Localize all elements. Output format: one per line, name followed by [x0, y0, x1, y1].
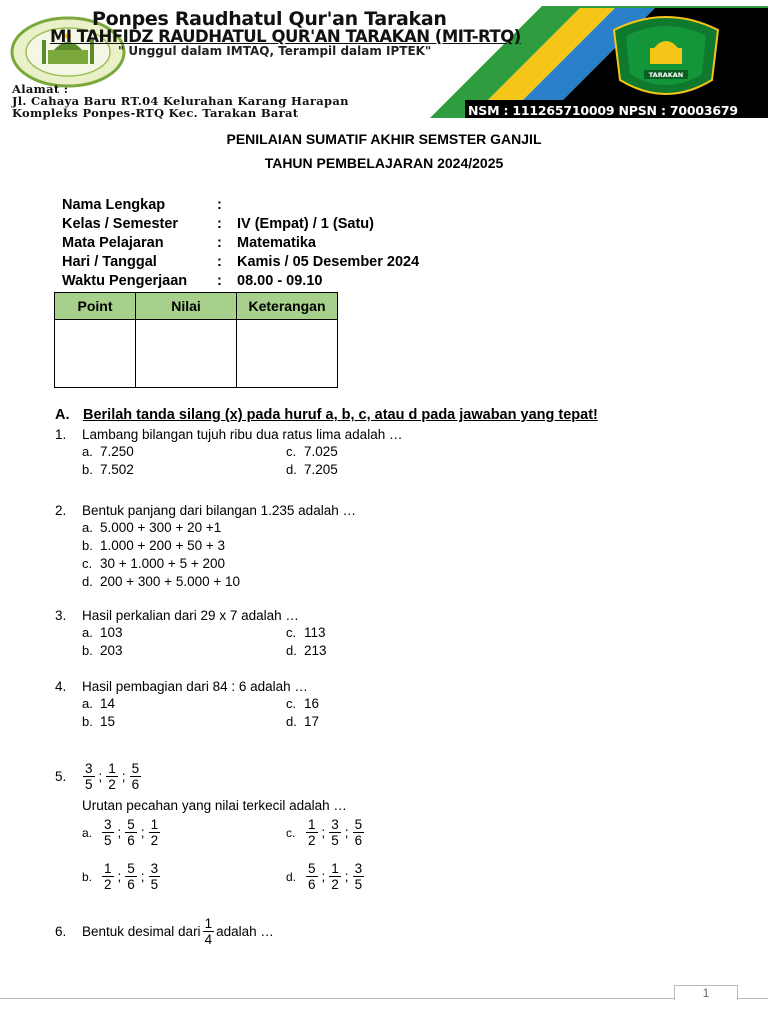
fraction-denominator: 6 — [127, 877, 135, 892]
option-letter: d. — [286, 869, 297, 884]
option-text: 7.502 — [100, 462, 134, 477]
fraction-separator: ; — [117, 825, 122, 840]
fraction-numerator: 1 — [104, 861, 112, 876]
option-text: 16 — [304, 696, 320, 711]
logo-city-text: TARAKAN — [648, 71, 684, 79]
fraction — [149, 817, 161, 848]
question-number: 6. — [55, 924, 67, 939]
fraction — [130, 761, 142, 792]
fraction — [106, 761, 118, 792]
question-stem — [55, 916, 274, 947]
fraction-denominator: 5 — [104, 833, 112, 848]
answer-option[interactable] — [286, 817, 366, 848]
score-table — [54, 292, 338, 388]
question-text-after: adalah … — [216, 924, 274, 939]
identity-colon: : — [217, 216, 222, 232]
letterhead — [0, 0, 768, 120]
answer-option[interactable] — [82, 625, 123, 640]
question-number: 4. — [55, 679, 67, 694]
fraction-separator: ; — [121, 769, 126, 784]
fraction — [203, 916, 215, 947]
question-text: Bentuk desimal dari — [82, 924, 201, 939]
question-stem — [55, 761, 143, 792]
fraction-numerator: 1 — [204, 916, 213, 931]
fraction-numerator: 3 — [85, 761, 93, 776]
fraction — [83, 761, 95, 792]
answer-option[interactable] — [82, 556, 225, 571]
fraction-denominator: 5 — [331, 833, 339, 848]
option-text: 113 — [304, 625, 326, 640]
fraction-numerator: 5 — [354, 817, 363, 832]
answer-option[interactable] — [82, 817, 162, 848]
school-name-line2: MI TAHFIDZ RAUDHATUL QUR'AN TARAKAN (MIT-RTQ) — [50, 27, 521, 46]
question-number: 5. — [55, 769, 67, 784]
fraction-separator: ; — [344, 869, 349, 884]
question-text: Hasil perkalian dari 29 x 7 adalah … — [82, 608, 299, 623]
fraction-denominator: 6 — [354, 833, 363, 848]
answer-option[interactable] — [82, 538, 225, 553]
identity-value: IV (Empat) / 1 (Satu) — [237, 216, 374, 232]
fraction — [102, 861, 114, 892]
fraction-numerator: 3 — [354, 861, 363, 876]
footer-rule — [0, 998, 768, 999]
answer-option[interactable] — [82, 462, 134, 477]
fraction — [306, 817, 318, 848]
fraction-separator: ; — [98, 769, 103, 784]
answer-option[interactable] — [286, 444, 338, 459]
answer-option[interactable] — [286, 625, 326, 640]
fraction-denominator: 6 — [127, 833, 135, 848]
option-letter: a. — [82, 825, 93, 840]
question-text: Bentuk panjang dari bilangan 1.235 adalah … — [82, 503, 356, 518]
fraction — [329, 861, 341, 892]
fraction-numerator: 5 — [131, 761, 140, 776]
option-text: 203 — [100, 643, 123, 658]
option-text: 213 — [304, 643, 327, 658]
option-letter: b. — [82, 714, 93, 729]
fraction-denominator: 4 — [204, 932, 213, 947]
answer-option[interactable] — [82, 861, 162, 892]
answer-option[interactable] — [82, 574, 240, 589]
option-letter: a. — [82, 444, 93, 459]
fraction — [306, 861, 318, 892]
fraction — [102, 817, 114, 848]
fraction-numerator: 5 — [127, 861, 135, 876]
fraction-numerator: 3 — [104, 817, 112, 832]
fraction-denominator: 6 — [131, 777, 140, 792]
question-text: Hasil pembagian dari 84 : 6 adalah … — [82, 679, 308, 694]
question-number: 3. — [55, 608, 67, 623]
answer-option[interactable] — [82, 643, 123, 658]
address-line1: Jl. Cahaya Baru RT.04 Kelurahan Karang Harapan — [12, 94, 349, 108]
fraction-numerator: 1 — [150, 817, 159, 832]
fraction-denominator: 2 — [104, 877, 112, 892]
identity-value: Matematika — [237, 235, 316, 251]
option-text: 7.205 — [304, 462, 338, 477]
answer-option[interactable] — [286, 643, 327, 658]
identity-label: Waktu Pengerjaan — [62, 273, 188, 289]
answer-option[interactable] — [286, 714, 319, 729]
option-letter: c. — [286, 625, 297, 640]
identity-label: Nama Lengkap — [62, 197, 166, 213]
identity-label: Mata Pelajaran — [62, 235, 164, 251]
fraction-separator: ; — [140, 825, 145, 840]
answer-option[interactable] — [286, 696, 319, 711]
option-letter: c. — [286, 825, 296, 840]
fraction-denominator: 5 — [150, 877, 159, 892]
identity-colon: : — [217, 235, 222, 251]
option-text: 14 — [100, 696, 116, 711]
nsm-npsn: NSM : 111265710009 NPSN : 70003679 — [468, 103, 738, 118]
question-number: 1. — [55, 427, 67, 442]
fraction-separator: ; — [321, 869, 326, 884]
academic-year: TAHUN PEMBELAJARAN 2024/2025 — [264, 155, 504, 171]
school-logo-right — [604, 10, 728, 104]
option-letter: b. — [82, 538, 93, 553]
fraction-numerator: 3 — [150, 861, 159, 876]
option-text: 5.000 + 300 + 20 +1 — [100, 520, 222, 535]
fraction-denominator: 2 — [108, 777, 116, 792]
fraction-separator: ; — [344, 825, 349, 840]
school-motto: " Unggul dalam IMTAQ, Terampil dalam IPTEK" — [118, 44, 432, 58]
answer-option[interactable] — [286, 462, 338, 477]
section-instruction: Berilah tanda silang (x) pada huruf a, b, c, atau d pada jawaban yang tepat! — [83, 407, 598, 423]
fraction — [353, 817, 365, 848]
option-letter: b. — [82, 643, 93, 658]
score-header-nilai: Nilai — [136, 293, 237, 320]
fraction-numerator: 1 — [108, 761, 116, 776]
option-letter: c. — [286, 696, 297, 711]
address-label: Alamat : — [12, 82, 69, 96]
fraction-separator: ; — [321, 825, 326, 840]
answer-option[interactable] — [82, 714, 115, 729]
answer-option[interactable] — [286, 861, 366, 892]
option-letter: d. — [286, 714, 297, 729]
question-text: Urutan pecahan yang nilai terkecil adalah … — [82, 798, 347, 813]
section-a-heading — [55, 407, 598, 423]
option-text: 1.000 + 200 + 50 + 3 — [100, 538, 225, 553]
score-header-point: Point — [55, 293, 136, 320]
identity-colon: : — [217, 273, 222, 289]
option-text: 200 + 300 + 5.000 + 10 — [100, 574, 241, 589]
option-letter: b. — [82, 462, 93, 477]
answer-option[interactable] — [82, 520, 221, 535]
fraction-denominator: 5 — [85, 777, 93, 792]
page-number: 1 — [674, 985, 738, 1000]
answer-option[interactable] — [82, 696, 115, 711]
option-text: 7.250 — [100, 444, 134, 459]
option-letter: a. — [82, 696, 93, 711]
fraction — [125, 861, 137, 892]
fraction-denominator: 5 — [354, 877, 363, 892]
fraction-separator: ; — [117, 869, 122, 884]
score-cell-point[interactable] — [55, 320, 136, 388]
fraction-denominator: 2 — [150, 833, 159, 848]
option-letter: c. — [82, 556, 93, 571]
identity-value: Kamis / 05 Desember 2024 — [237, 254, 420, 270]
fraction-denominator: 2 — [308, 833, 316, 848]
identity-label: Kelas / Semester — [62, 216, 179, 232]
fraction — [329, 817, 341, 848]
fraction-numerator: 1 — [308, 817, 316, 832]
section-letter: A. — [55, 407, 70, 423]
score-header-keterangan: Keterangan — [237, 293, 338, 320]
address-line2: Kompleks Ponpes-RTQ Kec. Tarakan Barat — [12, 106, 299, 120]
identity-value: 08.00 - 09.10 — [237, 273, 323, 289]
option-letter: a. — [82, 520, 93, 535]
fraction — [353, 861, 365, 892]
answer-option[interactable] — [82, 444, 134, 459]
fraction — [149, 861, 161, 892]
option-text: 7.025 — [304, 444, 338, 459]
option-text: 15 — [100, 714, 116, 729]
exam-title: PENILAIAN SUMATIF AKHIR SEMSTER GANJIL — [226, 131, 542, 147]
option-letter: d. — [286, 462, 297, 477]
identity-label: Hari / Tanggal — [62, 254, 157, 270]
option-letter: b. — [82, 869, 93, 884]
option-letter: c. — [286, 444, 297, 459]
option-text: 17 — [304, 714, 320, 729]
fraction-numerator: 5 — [308, 861, 316, 876]
question-text: Lambang bilangan tujuh ribu dua ratus lima adalah … — [82, 427, 403, 442]
option-letter: d. — [82, 574, 93, 589]
fraction-numerator: 5 — [127, 817, 135, 832]
fraction-denominator: 2 — [331, 877, 339, 892]
option-letter: d. — [286, 643, 297, 658]
fraction-denominator: 6 — [308, 877, 316, 892]
option-letter: a. — [82, 625, 93, 640]
option-text: 30 + 1.000 + 5 + 200 — [100, 556, 225, 571]
option-text: 103 — [100, 625, 123, 640]
score-cell-nilai[interactable] — [136, 320, 237, 388]
fraction-numerator: 3 — [331, 817, 339, 832]
fraction-separator: ; — [140, 869, 145, 884]
identity-colon: : — [217, 197, 222, 213]
score-cell-keterangan[interactable] — [237, 320, 338, 388]
school-name-line1: Ponpes Raudhatul Qur'an Tarakan — [92, 8, 447, 30]
question-number: 2. — [55, 503, 67, 518]
fraction-numerator: 1 — [331, 861, 339, 876]
identity-colon: : — [217, 254, 222, 270]
fraction — [125, 817, 137, 848]
